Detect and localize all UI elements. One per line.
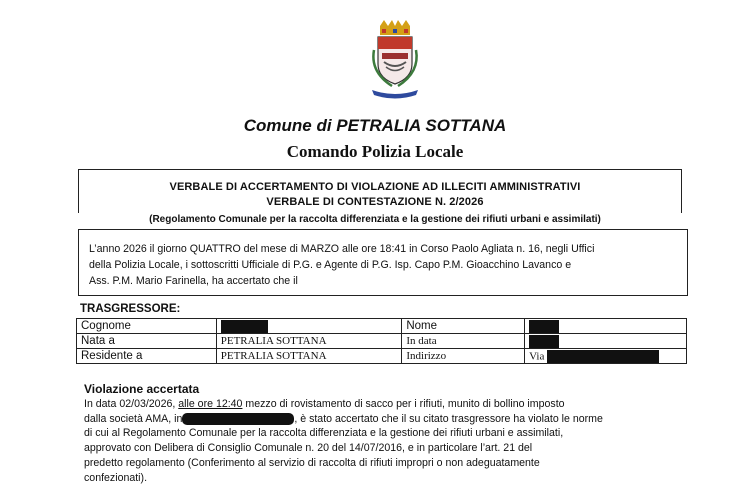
comando-title: Comando Polizia Locale [286, 142, 464, 161]
violazione-text-part: , è stato accertato che il su citato trasgressore ha violato le norme [294, 412, 603, 425]
redaction-block [547, 350, 659, 363]
redaction-block [221, 320, 268, 333]
violazione-text [84, 397, 684, 485]
cognome-value [216, 319, 402, 334]
verbale-title-line1: VERBALE DI ACCERTAMENTO DI VIOLAZIONE AD ILLECITI AMMINISTRATIVI [169, 181, 581, 193]
in-data-label: In data [402, 334, 525, 349]
preamble-box [78, 229, 688, 296]
via-label: Via [529, 349, 545, 362]
residente-label: Residente a [77, 349, 217, 364]
violazione-text-part: In data 02/03/2026, [84, 398, 179, 410]
nata-value: PETRALIA SOTTANA [216, 334, 402, 349]
nome-label: Nome [402, 319, 525, 334]
verbale-title-line2: VERBALE DI CONTESTAZIONE N. 2/2026 [266, 196, 484, 208]
coat-of-arms-icon [362, 20, 428, 100]
nata-label: Nata a [77, 334, 217, 349]
preamble-line: della Polizia Locale, i sottoscritti Ufficiale di P.G. e Agente di P.G. Isp. Capo P.M. Gioacchino Lavanco e [89, 259, 572, 271]
cognome-label: Cognome [77, 319, 217, 334]
violazione-heading: Violazione accertata [84, 382, 200, 396]
violazione-time: alle ore 12:40 [178, 398, 243, 410]
redaction-block [529, 320, 559, 333]
redaction-block [182, 413, 294, 425]
violazione-line: approvato con Delibera di Consiglio Comunale n. 20 del 14/07/2016, e in particolare l’art. 21 del [84, 442, 533, 455]
comune-title: Comune di PETRALIA SOTTANA [243, 116, 507, 135]
violazione-line: predetto regolamento (Conferimento al servizio di raccolta di rifiuti impropri o non adeguatamente [84, 456, 540, 469]
table-row [77, 319, 687, 334]
violazione-text-part: dalla società AMA, in [84, 412, 183, 425]
nome-value [525, 319, 687, 334]
trasgressore-heading: TRASGRESSORE: [80, 303, 181, 315]
table-row [77, 334, 687, 349]
violazione-line: di cui al Regolamento Comunale per la raccolta differenziata e la gestione dei rifiuti urbani e assimilati, [84, 427, 564, 440]
preamble-line: L’anno 2026 il giorno QUATTRO del mese di MARZO alle ore 18:41 in Corso Paolo Agliata n. 16, negli Uffici [89, 243, 595, 255]
residente-value: PETRALIA SOTTANA [216, 349, 402, 364]
preamble-line: Ass. P.M. Mario Farinella, ha accertato che il [89, 275, 298, 287]
trasgressore-table [76, 318, 687, 364]
indirizzo-value [525, 349, 687, 364]
violazione-text-part: mezzo di rovistamento di sacco per i rifiuti, munito di bollino imposto [242, 398, 565, 410]
regolamento-subtitle: (Regolamento Comunale per la raccolta differenziata e la gestione dei rifiuti urbani e assimilati) [149, 214, 601, 225]
redaction-block [529, 335, 559, 348]
indirizzo-label: Indirizzo [402, 349, 525, 364]
table-row [77, 349, 687, 364]
in-data-value [525, 334, 687, 349]
violazione-line: confezionati). [84, 471, 148, 484]
